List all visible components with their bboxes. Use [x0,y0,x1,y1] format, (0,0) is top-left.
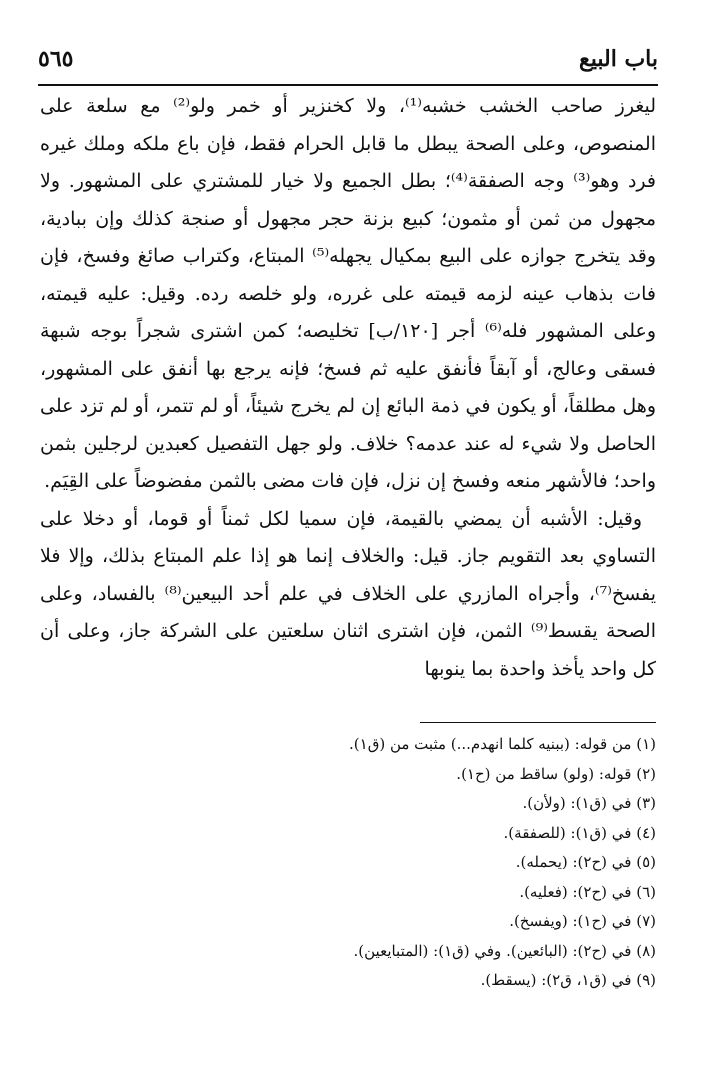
footnote: (٩) في (ق١، ق٢): (يسقط). [480,971,656,989]
footnote: (٥) في (ح٢): (يحمله). [515,853,656,871]
footnote: (٤) في (ق١): (للصفقة). [503,823,656,842]
running-header [38,44,658,84]
footnote: (١) من قوله: (ببنيه كلما انهدم...) مثبت من (ق١). [349,735,656,753]
footnotes [180,730,656,996]
footnote: (٨) في (ح٢): (البائعين). وفي (ق١): (المتبايعين). [353,941,656,960]
main-text [40,88,656,688]
footnote: (٦) في (ح٢): (فعليه). [519,882,656,901]
page-number: ٥٦٥ [38,46,74,72]
footnote: (٣) في (ق١): (ولأن). [522,794,656,812]
footnote-divider [420,722,656,723]
footnote: (٧) في (ح١): (ويفسخ). [509,912,656,930]
paragraph: وقيل: الأشبه أن يمضي بالقيمة، فإن سميا لكل ثمناً أو قوما، أو دخلا على التساوي بعد التقويم جاز. قيل: والخلاف إنما هو إذا علم المبتاع بذلك، وإلا فلا يفسخ⁽⁷⁾، وأجراه المازري على الخلاف في علم أحد البيعين⁽⁸⁾ بالفساد، وعلى الصحة يقسط⁽⁹⁾ الثمن، فإن اشترى اثنان سلعتين على الشركة جاز، وعلى أن كل واحد يأخذ واحدة بما ينوبها [40,507,656,680]
footnote: (٢) قوله: (ولو) ساقط من (ح١). [456,764,656,783]
paragraph: ليغرز صاحب الخشب خشبه⁽¹⁾، ولا كخنزير أو خمر ولو⁽²⁾ مع سلعة على المنصوص، وعلى الصحة يبطل ما قابل الحرام فقط، فإن باع ملكه وملك غيره فرد وهو⁽³⁾ وجه الصفقة⁽⁴⁾؛ بطل الجميع ولا خيار للمشتري على المشهور. ولا مجهول من ثمن أو مثمون؛ كبيع بزنة حجر مجهول أو صنجة كذلك وإن ببادية، وقد يتخرج جوازه على البيع بمكيال يجهله⁽⁵⁾ المبتاع، وكتراب صائغ وفسخ، فإن فات بذهاب عينه لزمه قيمته على غرره، ولو خلصه رده. وقيل: عليه قيمته، وعلى المشهور فله⁽⁶⁾ أجر [١٢٠/ب] تخليصه؛ كمن اشترى شجراً بوجه شبهة فسقى وعالج، أو آبقاً فأنفق عليه ثم فسخ؛ فإنه يرجع بها أنفق على المشهور، وهل مطلقاً، أو يكون في ذمة البائع إن لم يخرج شيئاً، أو لم تتمر، أو لم تزد على الحاصل ولا شيء له عند عدمه؟ خلاف. ولو جهل التفصيل كعبدين لرجلين بثمن واحد؛ فالأشهر منعه وفسخ إن نزل، فإن فات مضى بالثمن مفضوضاً على القِيَم. [40,95,656,492]
chapter-title: باب البيع [579,46,658,72]
header-divider [38,84,658,86]
